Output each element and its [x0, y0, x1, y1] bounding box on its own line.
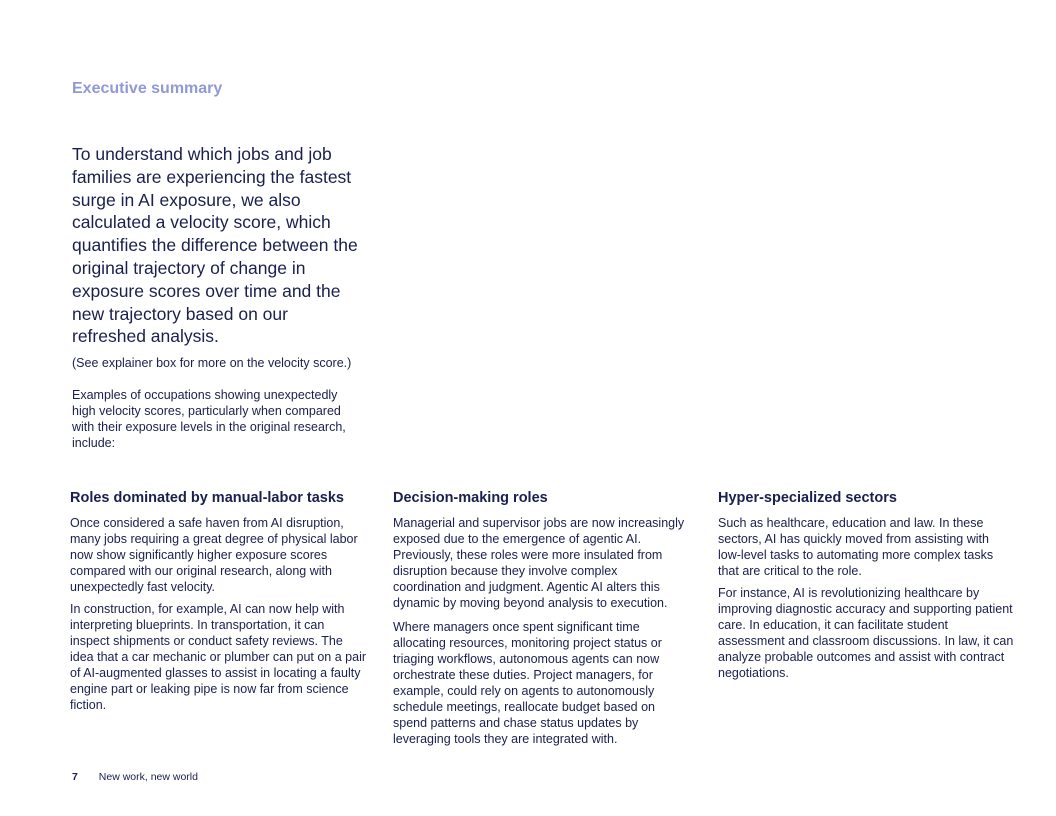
column-decision-making — [393, 488, 685, 753]
column-manual-labor — [70, 488, 366, 719]
column-heading: Roles dominated by manual-labor tasks — [70, 490, 344, 506]
examples-intro: Examples of occupations showing unexpectedly high velocity scores, particularly when compared with their exposure levels in the original research, include: — [72, 388, 346, 450]
column-heading: Hyper-specialized sectors — [718, 490, 897, 506]
column-paragraph: Once considered a safe haven from AI disruption, many jobs requiring a great degree of physical labor now show significantly higher exposure scores compared with our original research, along with unexpectedly fast velocity. — [70, 516, 358, 594]
column-paragraph: Managerial and supervisor jobs are now increasingly exposed due to the emergence of agentic AI. Previously, these roles were more insulated from disruption because they involve complex coordination and judgment. Agentic AI alters this dynamic by moving beyond analysis to execution. — [393, 516, 685, 610]
column-paragraph: Where managers once spent significant time allocating resources, monitoring project status or triaging workflows, autonomous agents can now orchestrate these duties. Project managers, for example, could rely on agents to autonomously schedule meetings, reallocate budget based on spend patterns and chase status updates by leveraging tools they are integrated with. — [393, 620, 662, 746]
document-title: New work, new world — [98, 771, 198, 783]
intro-lead: To understand which jobs and job families are experiencing the fastest surge in AI exposure, we also calculated a velocity score, which quantifies the difference between the original trajectory of change in exposure scores over time and the new trajectory based on our refreshed analysis. — [72, 144, 358, 347]
section-label: Executive summary — [72, 80, 223, 97]
column-heading: Decision-making roles — [393, 490, 548, 506]
column-hyper-specialized — [718, 488, 1014, 687]
page-footer — [72, 771, 198, 784]
column-paragraph: For instance, AI is revolutionizing healthcare by improving diagnostic accuracy and supporting patient care. In education, it can facilitate student assessment and classroom discussions. In law, it can analyze probable outcomes and assist with contract negotiations. — [718, 586, 1014, 680]
velocity-note: (See explainer box for more on the velocity score.) — [72, 356, 352, 370]
column-paragraph: Such as healthcare, education and law. In these sectors, AI has quickly moved from assisting with low-level tasks to automating more complex tasks that are critical to the role. — [718, 516, 994, 578]
page-number: 7 — [72, 771, 78, 783]
column-paragraph: In construction, for example, AI can now help with interpreting blueprints. In transportation, it can inspect shipments or conduct safety reviews. The idea that a car mechanic or plumber can put on a pair of AI-augmented glasses to assist in locating a faulty engine part or leaking pipe is now far from science fiction. — [70, 602, 367, 712]
